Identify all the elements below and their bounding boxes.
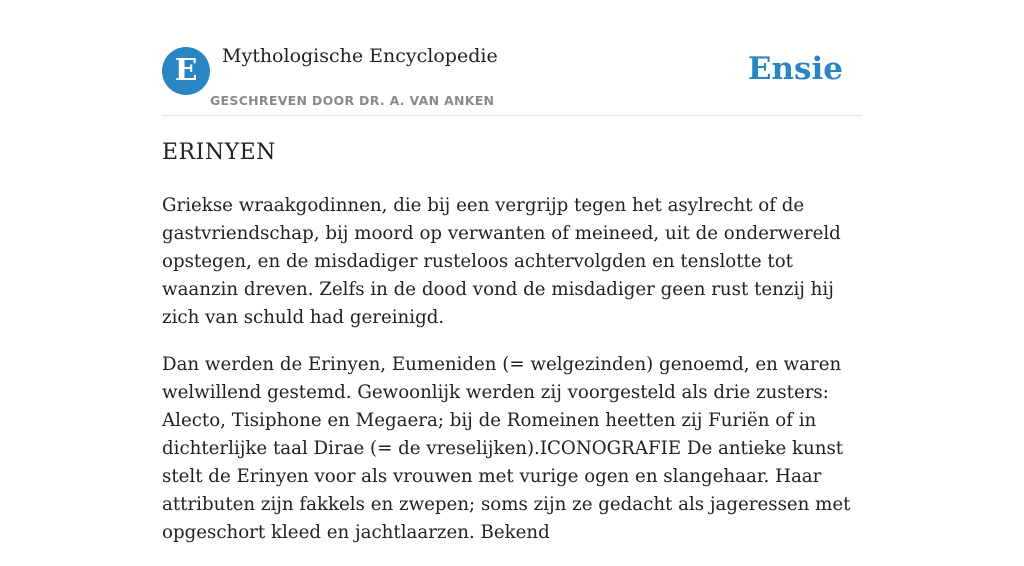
article-paragraph-1: Griekse wraakgodinnen, die bij een vergrijp tegen het asylrecht of de gastvriendschap, bij moord op verwanten of meineed, uit de onderwereld opstegen, en de misdadiger rusteloos achtervolgden en tenslotte tot waanzin dreven. Zelfs in de dood vond de misdadiger geen rust tenzij hij zich van schuld had gereinigd. [162,195,841,328]
ensie-brand-logo[interactable]: Ensie [747,51,843,87]
article-body [162,192,862,566]
encyclopedia-title-link[interactable]: Mythologische Encyclopedie [222,45,498,67]
article-title: ERINYEN [162,140,276,165]
article-container [162,0,862,543]
author-byline: GESCHREVEN DOOR DR. A. VAN ANKEN [210,93,495,108]
article-paragraph-2: Dan werden de Erinyen, Eumeniden (= welgezinden) genoemd, en waren welwillend gestemd. Gewoonlijk werden zij voorgesteld als drie zusters: Alecto, Tisiphone en Megaera; bij de Romeinen heetten zij Furiën of in dichterlijke taal Dirae (= de vreselijken).ICONOGRAFIE De antieke kunst stelt de Erinyen voor als vrouwen met vurige ogen en slangehaar. Haar attributen zijn fakkels en zwepen; soms zijn ze gedacht als jageressen met opgeschort kleed en jachtlaarzen. Bekend [162,354,851,543]
encyclopedia-logo-icon[interactable]: E [162,47,210,95]
header [162,0,862,116]
